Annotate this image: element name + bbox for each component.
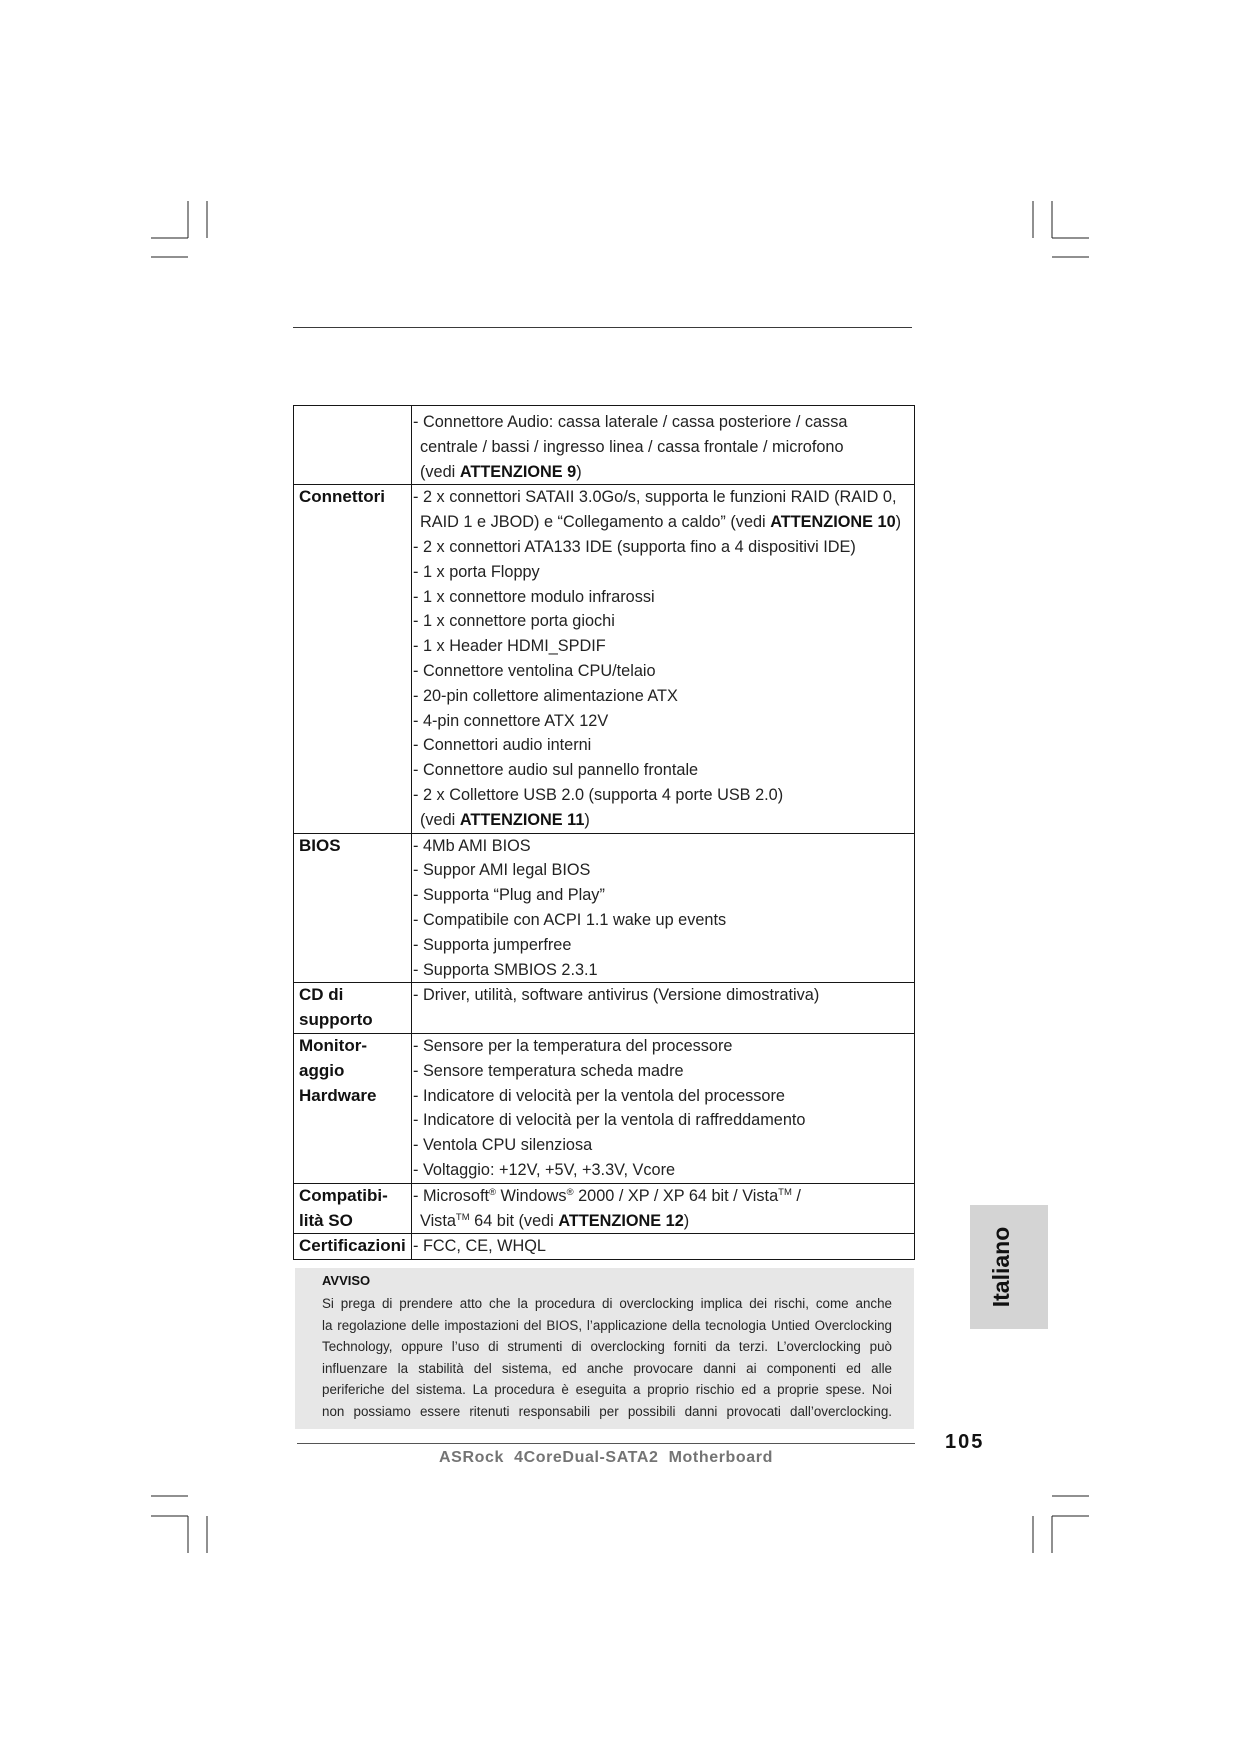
spec-detail-line: - Sensore temperatura scheda madre bbox=[413, 1061, 684, 1080]
spec-detail-line: - 2 x connettori ATA133 IDE (supporta fino a 4 dispositivi IDE) bbox=[413, 537, 856, 556]
spec-detail-line: - 1 x connettore porta giochi bbox=[413, 612, 615, 631]
spec-row-details bbox=[412, 1033, 915, 1183]
notice-line: Technology, oppure l’uso di strumenti di overclocking forniti da terzi. L’overclocking può bbox=[322, 1339, 892, 1354]
notice-line: la regolazione delle impostazioni del BIOS, l’applicazione della tecnologia Untied Overclocking bbox=[322, 1317, 892, 1333]
spec-detail-line: - Compatibile con ACPI 1.1 wake up events bbox=[413, 910, 727, 929]
spec-row bbox=[294, 1234, 915, 1260]
notice-body bbox=[322, 1293, 892, 1422]
spec-row bbox=[294, 485, 915, 833]
spec-row-label bbox=[294, 1234, 412, 1260]
spec-detail-line: - 20-pin collettore alimentazione ATX bbox=[413, 686, 678, 705]
spec-text: RAID 1 e JBOD) e “Collegamento a caldo” (vedi bbox=[420, 513, 771, 532]
spec-text: (vedi bbox=[420, 462, 460, 481]
trademark-superscript: ® bbox=[566, 1186, 574, 1198]
spec-label-line: lità SO bbox=[299, 1210, 353, 1230]
footer-product-name: ASRock 4CoreDual-SATA2 Motherboard bbox=[439, 1449, 773, 1466]
attention-reference: ATTENZIONE 10 bbox=[770, 513, 896, 532]
attention-reference: ATTENZIONE 12 bbox=[558, 1211, 684, 1230]
spec-row-label bbox=[294, 1183, 412, 1234]
spec-row-label bbox=[294, 1033, 412, 1183]
spec-label-line: Monitor- bbox=[299, 1035, 367, 1055]
spec-label-line: Compatibi- bbox=[299, 1185, 388, 1205]
spec-row-details bbox=[412, 406, 915, 485]
spec-row-details bbox=[412, 485, 915, 833]
spec-row-details bbox=[412, 1234, 915, 1260]
notice-line: non possiamo essere ritenuti responsabili per possibili danni provocati dall’overclocking. bbox=[322, 1403, 892, 1419]
spec-detail-line: - 1 x connettore modulo infrarossi bbox=[413, 587, 655, 606]
spec-text: Vista bbox=[420, 1211, 456, 1230]
spec-label-line: Hardware bbox=[299, 1085, 377, 1105]
spec-label-line: Certificazioni bbox=[299, 1236, 406, 1256]
spec-detail-line: - 2 x Collettore USB 2.0 (supporta 4 porte USB 2.0) bbox=[413, 785, 784, 804]
spec-label-line: supporto bbox=[299, 1010, 373, 1030]
spec-detail-line bbox=[412, 1209, 914, 1234]
spec-text: ) bbox=[895, 513, 902, 532]
spec-row-details bbox=[412, 1183, 915, 1234]
spec-detail-line: centrale / bassi / ingresso linea / cassa frontale / microfono bbox=[420, 437, 844, 456]
spec-row-details bbox=[412, 983, 915, 1034]
notice-line: Si prega di prendere atto che la procedura di overclocking implica dei rischi, come anche bbox=[322, 1296, 892, 1311]
language-tab bbox=[970, 1205, 1048, 1329]
trademark-superscript: TM bbox=[778, 1186, 792, 1198]
spec-text: 64 bit (vedi bbox=[469, 1211, 559, 1230]
spec-detail-line: - Supporta jumperfree bbox=[413, 935, 572, 954]
trademark-superscript: TM bbox=[455, 1211, 470, 1223]
spec-row-details bbox=[412, 833, 915, 983]
page-number: 105 bbox=[945, 1431, 985, 1453]
spec-detail-line: - Supporta “Plug and Play” bbox=[413, 886, 605, 905]
header-rule bbox=[293, 327, 912, 328]
spec-detail-line: - Connettori audio interni bbox=[413, 736, 592, 755]
spec-detail-line bbox=[412, 808, 914, 833]
spec-row bbox=[294, 983, 915, 1034]
spec-detail-line: - FCC, CE, WHQL bbox=[413, 1237, 546, 1256]
spec-table bbox=[293, 405, 915, 1260]
spec-detail-line: - 2 x connettori SATAII 3.0Go/s, supporta le funzioni RAID (RAID 0, bbox=[413, 488, 897, 507]
spec-text: Windows bbox=[496, 1186, 567, 1205]
spec-detail-line: - Indicatore di velocità per la ventola del processore bbox=[413, 1086, 785, 1105]
spec-text: 2000 / XP / XP 64 bit / Vista bbox=[573, 1186, 779, 1205]
spec-row bbox=[294, 1033, 915, 1183]
spec-detail-line: - 1 x porta Floppy bbox=[413, 562, 540, 581]
spec-detail-line: - Voltaggio: +12V, +5V, +3.3V, Vcore bbox=[413, 1160, 676, 1179]
spec-detail-line: - 1 x Header HDMI_SPDIF bbox=[413, 637, 606, 656]
spec-text: ) bbox=[584, 810, 590, 829]
spec-detail-line: - Suppor AMI legal BIOS bbox=[413, 861, 591, 880]
spec-detail-line: - Ventola CPU silenziosa bbox=[413, 1136, 593, 1155]
notice-line: periferiche del sistema. La procedura è eseguita a proprio rischio ed a proprie spese. Noi bbox=[322, 1382, 892, 1397]
spec-detail-line: - Indicatore di velocità per la ventola di raffreddamento bbox=[413, 1111, 806, 1130]
spec-row-label bbox=[294, 983, 412, 1034]
language-tab-label: Italiano bbox=[988, 1226, 1014, 1308]
spec-detail-line: - Supporta SMBIOS 2.3.1 bbox=[413, 960, 598, 979]
spec-label-line: CD di bbox=[299, 985, 344, 1005]
spec-table-body bbox=[294, 406, 915, 1260]
spec-detail-line bbox=[412, 510, 914, 535]
spec-label-line: BIOS bbox=[299, 835, 341, 855]
overclocking-notice bbox=[295, 1268, 914, 1429]
spec-row bbox=[294, 833, 915, 983]
spec-label-line: aggio bbox=[299, 1060, 345, 1080]
notice-title: AVVISO bbox=[322, 1273, 371, 1288]
spec-row bbox=[294, 1183, 915, 1234]
spec-row-label bbox=[294, 485, 412, 833]
spec-detail-line: - 4Mb AMI BIOS bbox=[413, 836, 531, 855]
spec-detail-line: - Connettore Audio: cassa laterale / cassa posteriore / cassa bbox=[413, 413, 848, 431]
spec-text: - Microsoft bbox=[413, 1186, 489, 1205]
spec-detail-line: - 4-pin connettore ATX 12V bbox=[413, 711, 609, 730]
spec-text: (vedi bbox=[420, 810, 460, 829]
spec-detail-line bbox=[412, 1184, 914, 1209]
spec-label-line: Connettori bbox=[299, 487, 385, 507]
spec-detail-line: - Driver, utilità, software antivirus (Versione dimostrativa) bbox=[413, 986, 820, 1005]
notice-line: influenzare la stabilità del sistema, ed anche provocare danni ai componenti ed alle bbox=[322, 1360, 892, 1376]
attention-reference: ATTENZIONE 9 bbox=[459, 462, 577, 481]
spec-row-label bbox=[294, 406, 412, 485]
spec-text: ) bbox=[683, 1211, 690, 1230]
spec-detail-line: - Connettore ventolina CPU/telaio bbox=[413, 661, 656, 680]
spec-row bbox=[294, 406, 915, 485]
spec-row-label bbox=[294, 833, 412, 983]
trademark-superscript: ® bbox=[489, 1186, 496, 1198]
attention-reference: ATTENZIONE 11 bbox=[459, 810, 585, 829]
spec-detail-line bbox=[412, 460, 914, 485]
spec-text: / bbox=[791, 1186, 801, 1205]
spec-detail-line: - Connettore audio sul pannello frontale bbox=[413, 761, 699, 780]
spec-text: ) bbox=[576, 462, 582, 481]
footer-rule bbox=[297, 1443, 915, 1444]
spec-detail-line: - Sensore per la temperatura del processore bbox=[413, 1036, 733, 1055]
